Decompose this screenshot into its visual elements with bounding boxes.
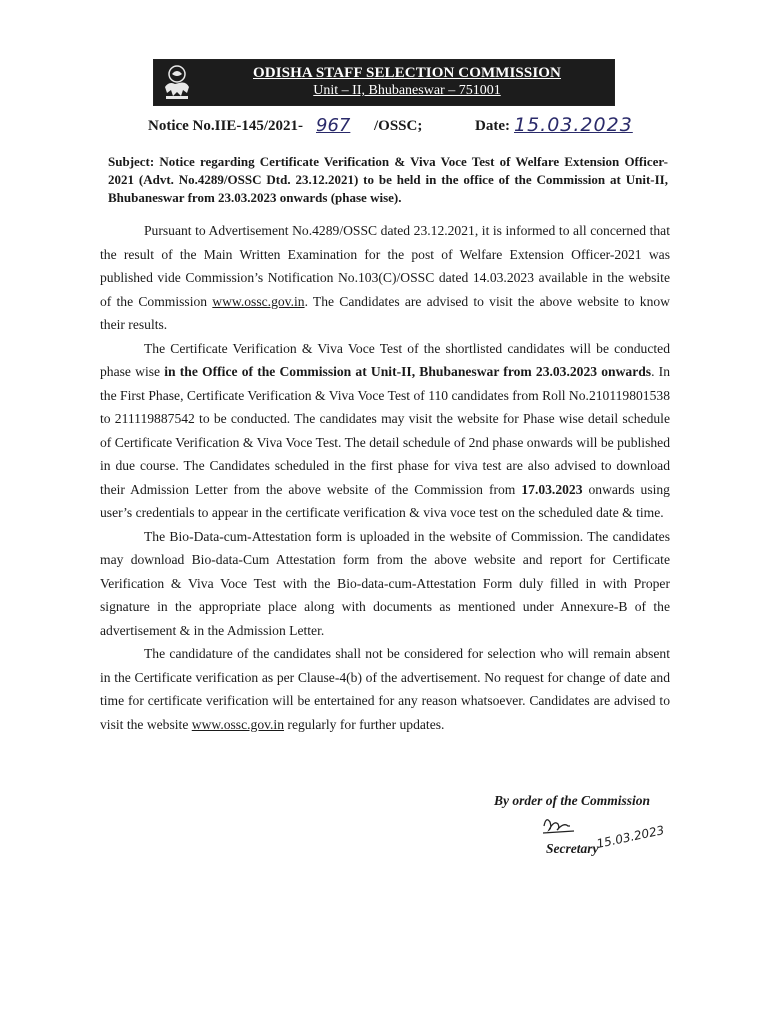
emblem-container bbox=[154, 60, 200, 105]
odisha-emblem-icon bbox=[159, 63, 195, 102]
website-link[interactable]: www.ossc.gov.in bbox=[212, 293, 305, 309]
notice-number-handwritten: 967 bbox=[316, 115, 351, 136]
notice-date-handwritten: 15.03.2023 bbox=[514, 114, 633, 136]
paragraph-result: Pursuant to Advertisement No.4289/OSSC dated 23.12.2021, it is informed to all concerned that the result of the Main Written Examination for the post of Welfare Extension Officer-2021 was published vide Commission’s Notification No.103(C)/OSSC dated 14.03.2023 available in the website of the Commission www.ossc.gov.in. The Candidates are advised to visit the above website to know their results. bbox=[100, 223, 670, 332]
signature-scribble-icon bbox=[540, 812, 580, 838]
organization-name: ODISHA STAFF SELECTION COMMISSION bbox=[253, 65, 561, 81]
admission-date-highlight: 17.03.2023 bbox=[521, 481, 583, 497]
paragraph-schedule: The Certificate Verification & Viva Voce Test of the shortlisted candidates will be conducted phase wise in the Office of the Commission at Unit-II, Bhubaneswar from 23.03.2023 onwards. In the First Phase, Certificate Verification & Viva Voce Test of 110 candidates from Roll No.210119801538 to 211119887542 to be conducted. The candidates may visit the website for Phase wise detail schedule of Certificate Verification & Viva Voce Test. The detail schedule of 2nd phase onwards will be published in due course. The Candidates scheduled in the first phase for viva test are also advised to download their Admission Letter from the above website of the Commission from 17.03.2023 onwards using user’s credentials to appear in the certificate verification & viva voce test on the scheduled date & time. bbox=[100, 340, 671, 520]
website-link[interactable]: www.ossc.gov.in bbox=[191, 716, 285, 732]
notice-number-prefix: Notice No.IIE-145/2021- bbox=[148, 118, 303, 134]
organization-address: Unit – II, Bhubaneswar – 751001 bbox=[313, 83, 501, 98]
paragraph-biodata: The Bio-Data-cum-Attestation form is uploaded in the website of Commission. The candidates may download Bio-data-Cum Attestation form from the above website and report for Certificate Verification & Viva Voce Test with the Bio-data-cum-Attestation Form duly filled in with Proper signature in the appropriate place along with documents as mentioned under Annexure-B of the advertisement & in the Admission Letter. bbox=[100, 528, 670, 638]
letterhead bbox=[153, 59, 615, 106]
notice-reference-line bbox=[148, 115, 668, 139]
notice-date-label: Date: bbox=[475, 118, 510, 134]
notice-subject: Subject: Notice regarding Certificate Verification & Viva Voce Test of Welfare Extension Officer-2021 (Advt. No.4289/OSSC Dtd. 23.12.2021) to be held in the office of the Commission at Unit-II, Bhubaneswar from 23.03.2023 onwards (phase wise). bbox=[108, 154, 668, 205]
by-order-line: By order of the Commission bbox=[494, 793, 651, 808]
letterhead-title bbox=[200, 60, 614, 105]
venue-highlight: in the Office of the Commission at Unit-II, Bhubaneswar from 23.03.2023 onwards bbox=[164, 364, 652, 379]
paragraph-candidature: The candidature of the candidates shall not be considered for selection who will remain absent in the Certificate verification as per Clause-4(b) of the advertisement. No request for change of date and time for certificate verification will be entertained for any reason whatsoever. Candidates are advised to visit the website www.ossc.gov.in regularly for further updates. bbox=[100, 646, 670, 732]
signatory-designation: Secretary bbox=[546, 841, 599, 856]
notice-body bbox=[100, 219, 670, 736]
signature-date-handwritten: 15.03.2023 bbox=[595, 823, 666, 851]
notice-number-suffix: /OSSC; bbox=[374, 118, 423, 134]
